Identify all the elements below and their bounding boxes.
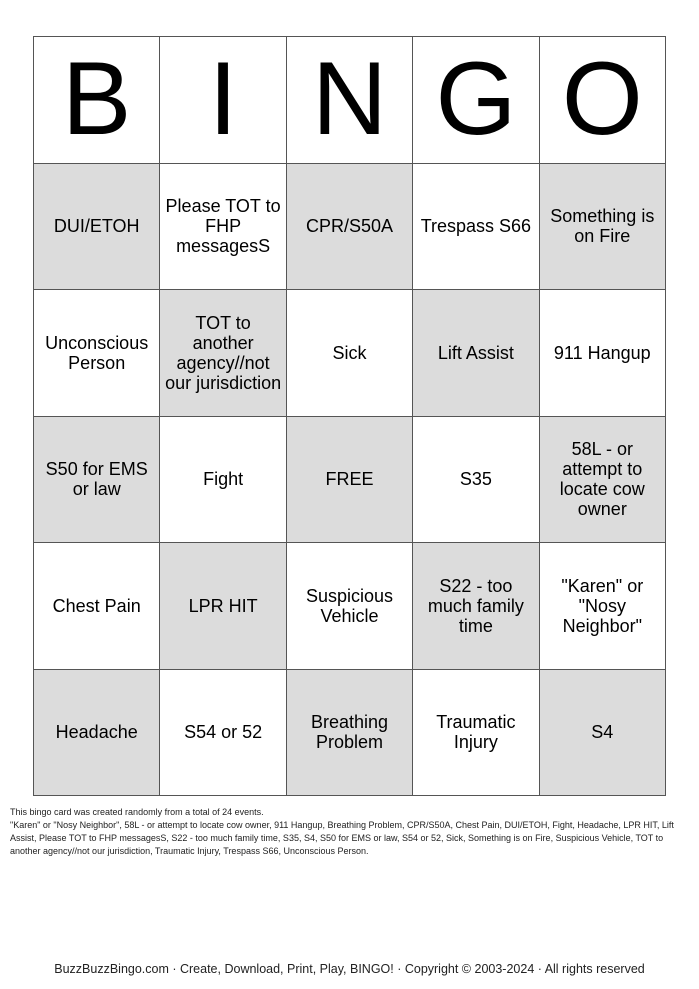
bingo-cell: Fight bbox=[160, 417, 286, 544]
bingo-cell: Suspicious Vehicle bbox=[287, 543, 413, 670]
header-letter-o: O bbox=[540, 37, 666, 164]
bingo-cell: Trespass S66 bbox=[413, 164, 539, 291]
header-letter-n: N bbox=[287, 37, 413, 164]
card-footnote bbox=[10, 806, 685, 858]
bingo-cell: CPR/S50A bbox=[287, 164, 413, 291]
bingo-cell: TOT to another agency//not our jurisdiction bbox=[160, 290, 286, 417]
header-letter-i: I bbox=[160, 37, 286, 164]
footnote-event-list: "Karen" or "Nosy Neighbor", 58L - or attempt to locate cow owner, 911 Hangup, Breathing Problem, CPR/S50A, Chest Pain, DUI/ETOH, Fight, Headache, LPR HIT, Lift Assist, Please TOT to FHP messagesS, S22 - too much family time, S35, S4, S50 for EMS or law, S54 or 52, Sick, Something is on Fire, Suspicious Vehicle, TOT to another agency//not our jurisdiction, Traumatic Injury, Trespass S66, Unconscious Person. bbox=[10, 820, 674, 856]
bingo-cell: LPR HIT bbox=[160, 543, 286, 670]
header-letter-b: B bbox=[34, 37, 160, 164]
bingo-cell: Breathing Problem bbox=[287, 670, 413, 797]
bingo-cell: Unconscious Person bbox=[34, 290, 160, 417]
bingo-cell: S35 bbox=[413, 417, 539, 544]
bingo-cell: 58L - or attempt to locate cow owner bbox=[540, 417, 666, 544]
bingo-cell: S50 for EMS or law bbox=[34, 417, 160, 544]
bingo-cell: Chest Pain bbox=[34, 543, 160, 670]
footnote-summary: This bingo card was created randomly from a total of 24 events. bbox=[10, 807, 264, 817]
bingo-cell: "Karen" or "Nosy Neighbor" bbox=[540, 543, 666, 670]
header-letter-g: G bbox=[413, 37, 539, 164]
bingo-cell: Sick bbox=[287, 290, 413, 417]
free-space-cell: FREE bbox=[287, 417, 413, 544]
page-footer: BuzzBuzzBingo.com · Create, Download, Print, Play, BINGO! · Copyright © 2003-2024 · All rights reserved bbox=[54, 962, 645, 976]
bingo-cell: Lift Assist bbox=[413, 290, 539, 417]
bingo-cell: DUI/ETOH bbox=[34, 164, 160, 291]
bingo-cell: Headache bbox=[34, 670, 160, 797]
bingo-cell: Something is on Fire bbox=[540, 164, 666, 291]
bingo-cell: Traumatic Injury bbox=[413, 670, 539, 797]
bingo-card bbox=[33, 36, 666, 796]
bingo-cell: S22 - too much family time bbox=[413, 543, 539, 670]
bingo-cell: 911 Hangup bbox=[540, 290, 666, 417]
bingo-cell: S54 or 52 bbox=[160, 670, 286, 797]
bingo-cell: S4 bbox=[540, 670, 666, 797]
bingo-cell: Please TOT to FHP messagesS bbox=[160, 164, 286, 291]
